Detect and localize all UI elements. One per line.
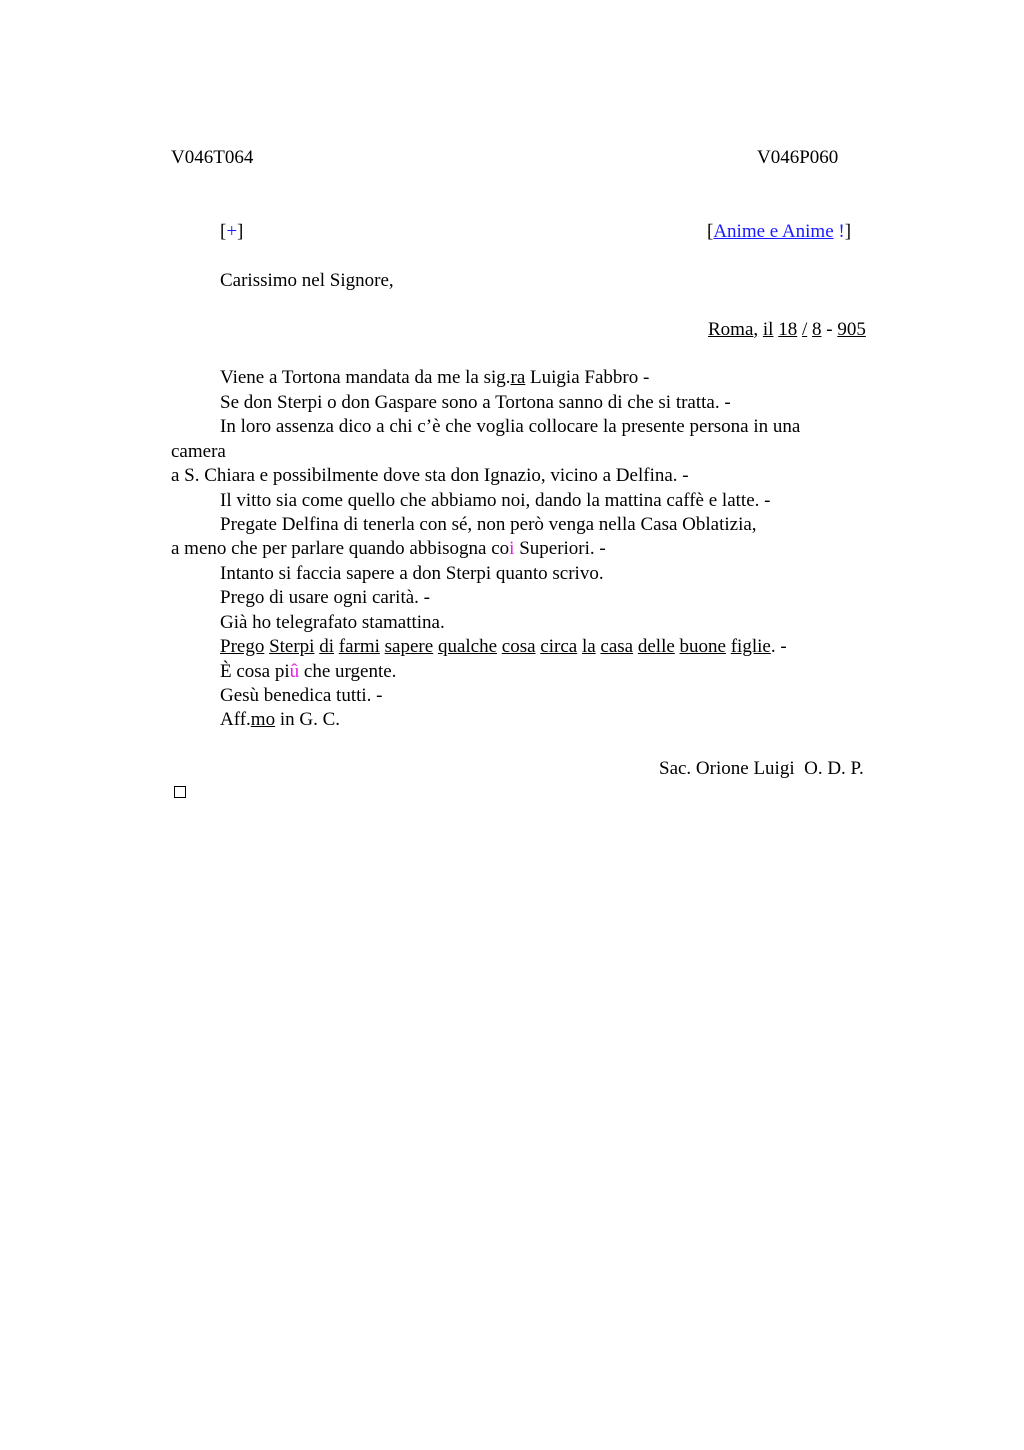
text-run: È cosa pi [220,661,290,682]
body-line-12 [220,635,787,659]
text-run: . - [770,636,787,657]
editorial-insert: û [289,661,300,682]
underlined-word: buone [679,636,726,657]
editorial-insert: i [509,538,515,559]
bracket: [ [220,221,227,242]
body-line-7: Pregate Delfina di tenerla con sé, non però venga nella Casa Oblatizia, [220,514,757,535]
plus-icon[interactable]: + [226,221,238,242]
body-line-13 [220,660,396,684]
bracket: [ [707,221,714,242]
body-line-6: Il vitto sia come quello che abbiamo noi, dando la mattina caffè e latte. - [220,490,771,511]
greeting: Carissimo nel Signore, [220,270,394,291]
abbrev-mo: mo [250,709,276,730]
category-tag [707,220,851,244]
body-line-15 [220,708,340,732]
text-run: che urgente. [299,661,397,682]
date-slash: / [801,319,808,340]
underlined-word: casa [600,636,634,657]
document-code-left: V046T064 [171,147,254,168]
underlined-word: Prego [220,636,265,657]
underlined-word: delle [637,636,675,657]
body-line-5: a S. Chiara e possibilmente dove sta don Ignazio, vicino a Delfina. - [171,465,689,486]
date-dash: - [826,319,833,340]
underlined-word: Sterpi [269,636,315,657]
underlined-word: figlie [730,636,771,657]
signature: Sac. Orione Luigi O. D. P. [659,758,864,779]
body-line-9: Intanto si faccia sapere a don Sterpi quanto scrivo. [220,563,604,584]
document-code-right: V046P060 [757,147,839,168]
underlined-word: di [319,636,334,657]
underlined-word: circa [540,636,578,657]
text-run: a meno che per parlare quando abbisogna co [171,538,510,559]
body-line-14: Gesù benedica tutti. - [220,685,383,706]
text-run: Aff. [220,709,251,730]
date-il: il [762,319,774,340]
body-line-8 [171,537,606,561]
abbrev-ra: ra [510,367,526,388]
date-day: 18 [778,319,798,340]
text-run: Viene a Tortona mandata da me la sig. [220,367,511,388]
underlined-word: qualche [437,636,498,657]
underlined-word: farmi [338,636,380,657]
text-run: in G. C. [275,709,341,730]
body-line-3: In loro assenza dico a chi c’è che voglia collocare la presente persona in una [220,416,801,437]
underlined-word: la [581,636,596,657]
bracket: ] [844,221,852,242]
text-run: Superiori. - [514,538,606,559]
body-line-10: Prego di usare ogni carità. - [220,587,430,608]
body-line-11: Già ho telegrafato stamattina. [220,612,445,633]
date-comma: , [753,319,759,340]
text-run: Luigia Fabbro - [525,367,650,388]
tag-exclamation[interactable]: ! [838,221,845,242]
letter-date [708,318,866,342]
anime-e-anime-link[interactable]: Anime e Anime [713,221,834,242]
checkbox-square-icon [174,786,186,798]
underlined-word: cosa [501,636,536,657]
date-place: Roma [708,319,754,340]
body-line-4: camera [171,441,226,462]
body-line-1 [220,366,649,390]
body-line-2: Se don Sterpi o don Gaspare sono a Tortona sanno di che si tratta. - [220,392,731,413]
date-year: 905 [837,319,866,340]
date-month: 8 [811,319,822,340]
bracket: ] [237,221,244,242]
expand-marker[interactable] [220,220,243,244]
underlined-word: sapere [384,636,434,657]
underlined-request [220,636,771,657]
